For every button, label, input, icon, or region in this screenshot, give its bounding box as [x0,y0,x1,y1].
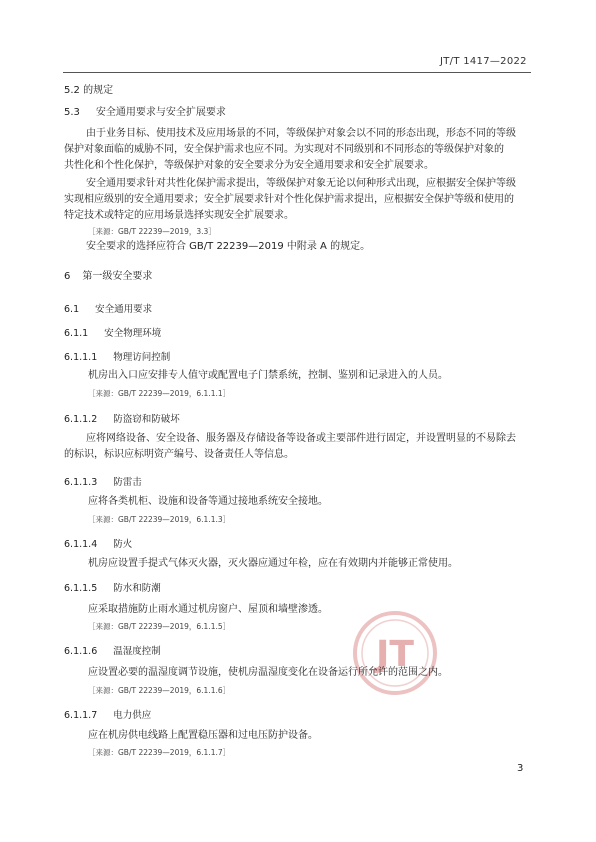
chapter-6-heading [64,270,152,284]
clause-text: 应设置必要的温湿度调节设施，使机房温湿度变化在设备运行所允许的范围之内。 [88,667,448,678]
jt-watermark-logo [352,610,438,696]
source-citation: ［来源：GB/T 22239—2019，6.1.1.1］ [88,389,231,398]
chapter-number: 6 [64,271,71,282]
clause-number: 6.1.1.6 [64,646,98,657]
source-citation: ［来源：GB/T 22239—2019，3.3］ [88,227,216,236]
clause-number: 6.1.1.3 [64,477,98,488]
clause-title: 安全通用要求 [95,304,153,315]
paragraph-5-3-2 [64,176,530,224]
clause-title: 防火 [113,539,133,550]
clause-6-1-1-1-heading [64,349,170,363]
paragraph-line: 应将网络设备、安全设备、服务器及存储设备等设备或主要部件进行固定，并设置明显的不易除去 [86,433,516,444]
clause-6-1-1-3-heading [64,474,142,488]
clause-title: 防盗窃和防破坏 [113,414,180,425]
chapter-title: 第一级安全要求 [82,271,153,282]
clause-6-1-1-heading [64,325,161,339]
clause-title: 防雷击 [113,477,142,488]
source-citation: ［来源：GB/T 22239—2019，6.1.1.3］ [88,515,231,524]
clause-6-1-1-7-heading [64,707,151,721]
source-citation: ［来源：GB/T 22239—2019，6.1.1.7］ [88,748,231,757]
header-rule [63,72,531,73]
clause-number: 6.1.1 [64,328,89,339]
page-number: 3 [517,763,524,774]
clause-text: 应在机房供电线路上配置稳压器和过电压防护设备。 [88,730,318,741]
clause-title: 物理访问控制 [113,352,171,363]
clause-6-1-1-2-heading [64,411,180,425]
clause-text: 机房应设置手提式气体灭火器，灭火器应通过年检，应在有效期内并能够正常使用。 [88,558,458,569]
clause-number: 6.1.1.7 [64,710,98,721]
clause-text-block [64,431,530,463]
paragraph-line: 实现相应级别的安全通用要求；安全扩展要求针对个性化保护需求提出，应根据安全保护等级和使用的 [64,194,514,205]
clause-number: 6.1.1.5 [64,583,98,594]
clause-6-1-heading [64,301,152,315]
paragraph-line: 的标识，标识应标明资产编号、设备责任人等信息。 [64,449,294,460]
clause-6-1-1-5-heading [64,580,161,594]
clause-title: 防水和防潮 [113,583,161,594]
clause-6-1-1-4-heading [64,536,132,550]
svg-text:JT: JT [376,634,414,675]
clause-number: 6.1.1.4 [64,539,98,550]
clause-text: 机房出入口应安排专人值守或配置电子门禁系统，控制、鉴别和记录进入的人员。 [88,370,448,381]
source-citation: ［来源：GB/T 22239—2019，6.1.1.5］ [88,622,231,631]
paragraph-line: 特定技术或特定的应用场景选择实现安全扩展要求。 [64,210,294,221]
clause-6-1-1-6-heading [64,643,161,657]
source-citation: ［来源：GB/T 22239—2019，6.1.1.6］ [88,686,231,695]
clause-title: 温湿度控制 [113,646,161,657]
paragraph-5-3-1 [64,126,530,174]
clause-number: 6.1 [64,304,80,315]
clause-number: 6.1.1.2 [64,414,98,425]
clause-text: 应采取措施防止雨水通过机房窗户、屋顶和墙壁渗透。 [88,604,328,615]
paragraph-line: 共性化和个性化保护，等级保护对象的安全要求分为安全通用要求和安全扩展要求。 [64,160,434,171]
clause-number: 6.1.1.1 [64,352,98,363]
clause-text: 应将各类机柜、设施和设备等通过接地系统安全接地。 [88,496,328,507]
clause-title: 电力供应 [113,710,152,721]
section-title: 安全通用要求与安全扩展要求 [95,107,226,118]
paragraph-line: 保护对象面临的威胁不同，安全保护需求也应不同。为实现对不同级别和不同形态的等级保护对象的 [64,144,504,155]
section-5-3-heading [64,106,226,120]
paragraph-line: 安全通用要求针对共性化保护需求提出，等级保护对象无论以何种形式出现，应根据安全保护等级 [86,178,516,189]
standard-code: JT/T 1417—2022 [440,56,527,67]
clause-title: 安全物理环境 [104,328,162,339]
section-number: 5.3 [64,107,80,118]
paragraph-5-3-3: 安全要求的选择应符合 GB/T 22239—2019 中附录 A 的规定。 [86,241,371,252]
paragraph-line: 由于业务目标、使用技术及应用场景的不同，等级保护对象会以不同的形态出现，形态不同的等级 [86,128,516,139]
continued-reference-line: 5.2 的规定 [64,85,114,96]
